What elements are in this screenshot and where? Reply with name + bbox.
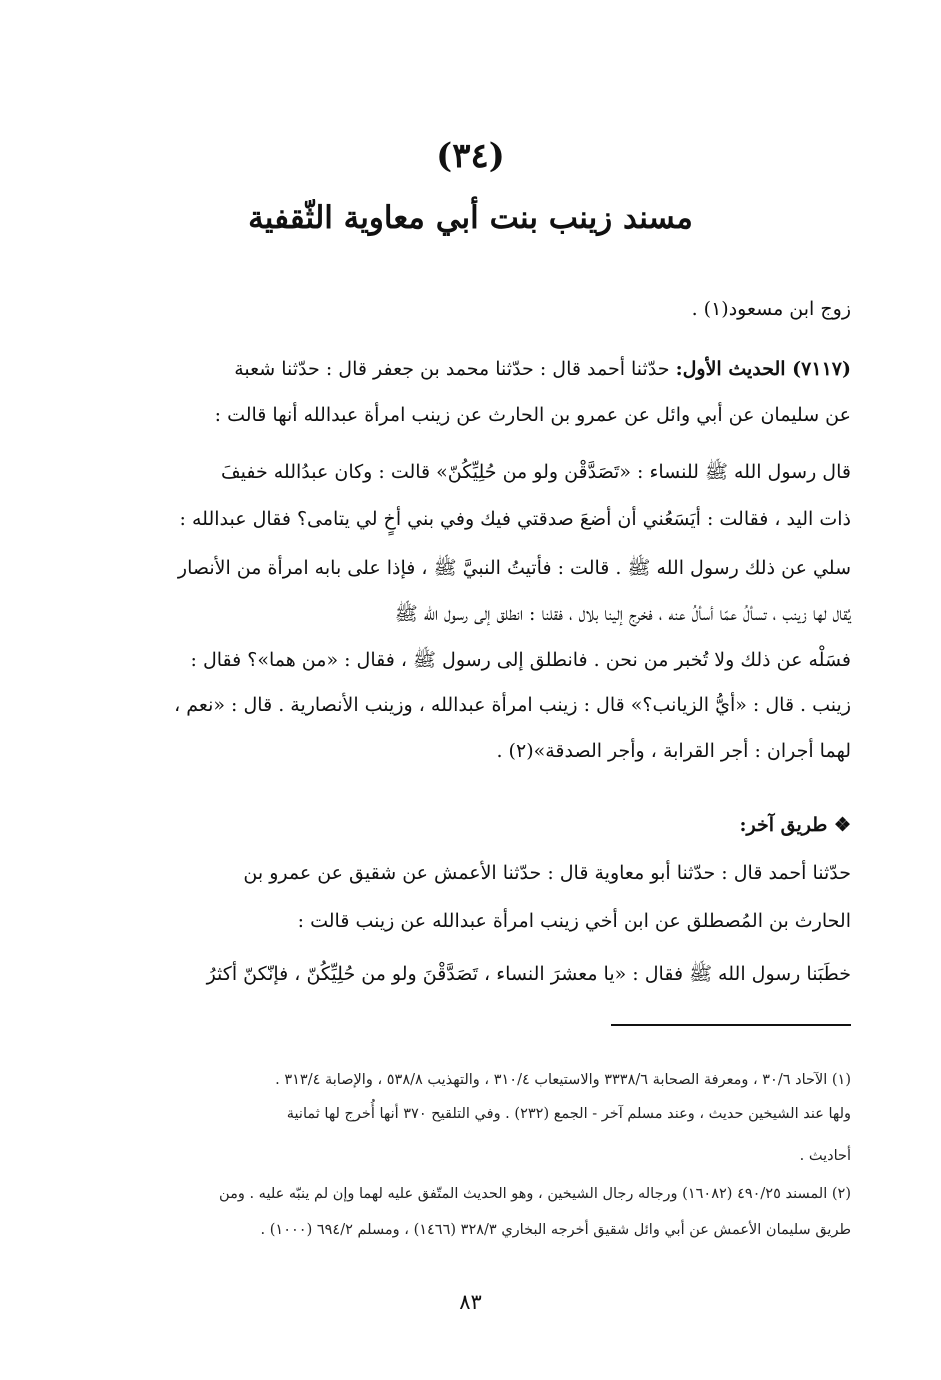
footnote-separator [611,1024,851,1026]
hadith1-line-3: قال رسول الله ﷺ للنساء : «تَصَدَّقْن ولو من حُلِيِّكُنّ» قالت : وكان عبدُالله خفيفَ [220,461,851,483]
page-number: ٨٣ [459,1290,482,1314]
chapter-number: (٣٤) [436,136,505,176]
hadith1-line-1 [234,358,851,380]
footnote-2-line-2: طريق سليمان الأعمش عن أبي وائل شقيق أخرجه البخاري ٣٢٨/٣ (١٤٦٦) ، ومسلم ٦٩٤/٢ (١٠٠٠) . [260,1222,851,1238]
hadith1-line-9: لهما أجران : أجر القرابة ، وأجر الصدقة»(٢) . [496,740,851,762]
hadith1-line-6: يُقال لها زينب ، تسألُ عمّا أسألُ عنه ، فخرج إلينا بلال ، فقلنا : انطلق إلى رسول الله ﷺ [394,603,851,625]
hadith1-text-1: حدّثنا أحمد قال : حدّثنا محمد بن جعفر قال : حدّثنا شعبة [234,358,670,380]
intro-line: زوج ابن مسعود(١) . [691,298,851,320]
hadith1-line-5: سلي عن ذلك رسول الله ﷺ . قالت : فأتيتُ النبيَّ ﷺ ، فإذا على بابه امرأة من الأنصار [177,557,851,579]
path2-line-1: حدّثنا أحمد قال : حدّثنا أبو معاوية قال : حدّثنا الأعمش عن شقيق عن عمرو بن [243,862,851,884]
hadith1-line-4: ذات اليد ، فقالت : أيَسَعُني أن أضعَ صدقتي فيك وفي بني أخٍ لي يتامى؟ فقال عبدالله : [179,508,851,530]
hadith1-line-8: زينب . قال : «أيُّ الزيانب؟» قال : زينب امرأة عبدالله ، وزينب الأنصارية . قال : «نعم ، [174,694,851,716]
footnote-2-line-1: (٢) المسند ٤٩٠/٢٥ (١٦٠٨٢) ورجاله رجال الشيخين ، وهو الحديث المتّفق عليه لهما وإن لم ينبّه عليه . ومن [219,1186,851,1202]
footnote-1-line-2: ولها عند الشيخين حديث ، وعند مسلم آخر - الجمع (٢٣٢) . وفي التلقيح ٣٧٠ أنها أُخرج لها ثمانية [286,1106,851,1122]
hadith1-line-7: فسَلْه عن ذلك ولا تُخبر من نحن . فانطلق إلى رسول ﷺ ، فقال : «من هما»؟ فقال : [190,649,851,671]
section-heading: ❖ طريق آخر: [739,814,851,836]
footnote-1-line-3: أحاديث . [799,1148,851,1164]
chapter-title: مسند زينب بنت أبي معاوية الثّقفية [248,200,693,236]
footnote-1-line-1: (١) الآحاد ٣٠/٦ ، ومعرفة الصحابة ٣٣٣٨/٦ والاستيعاب ٣١٠/٤ ، والتهذيب ٥٣٨/٨ ، والإصابة ٣١٣/٤ . [275,1072,851,1088]
hadith1-label: (٧١١٧) الحديث الأول: [675,358,851,380]
hadith1-line-2: عن سليمان عن أبي وائل عن عمرو بن الحارث عن زينب امرأة عبدالله أنها قالت : [214,404,851,426]
path2-line-3: خطَبَنا رسول الله ﷺ فقال : «يا معشرَ النساء ، تَصَدَّقْنَ ولو من حُلِيِّكُنّ ، فإنّكنّ أكثرُ [206,963,851,985]
path2-line-2: الحارث بن المُصطلق عن ابن أخي زينب امرأة عبدالله عن زينب قالت : [297,910,851,932]
